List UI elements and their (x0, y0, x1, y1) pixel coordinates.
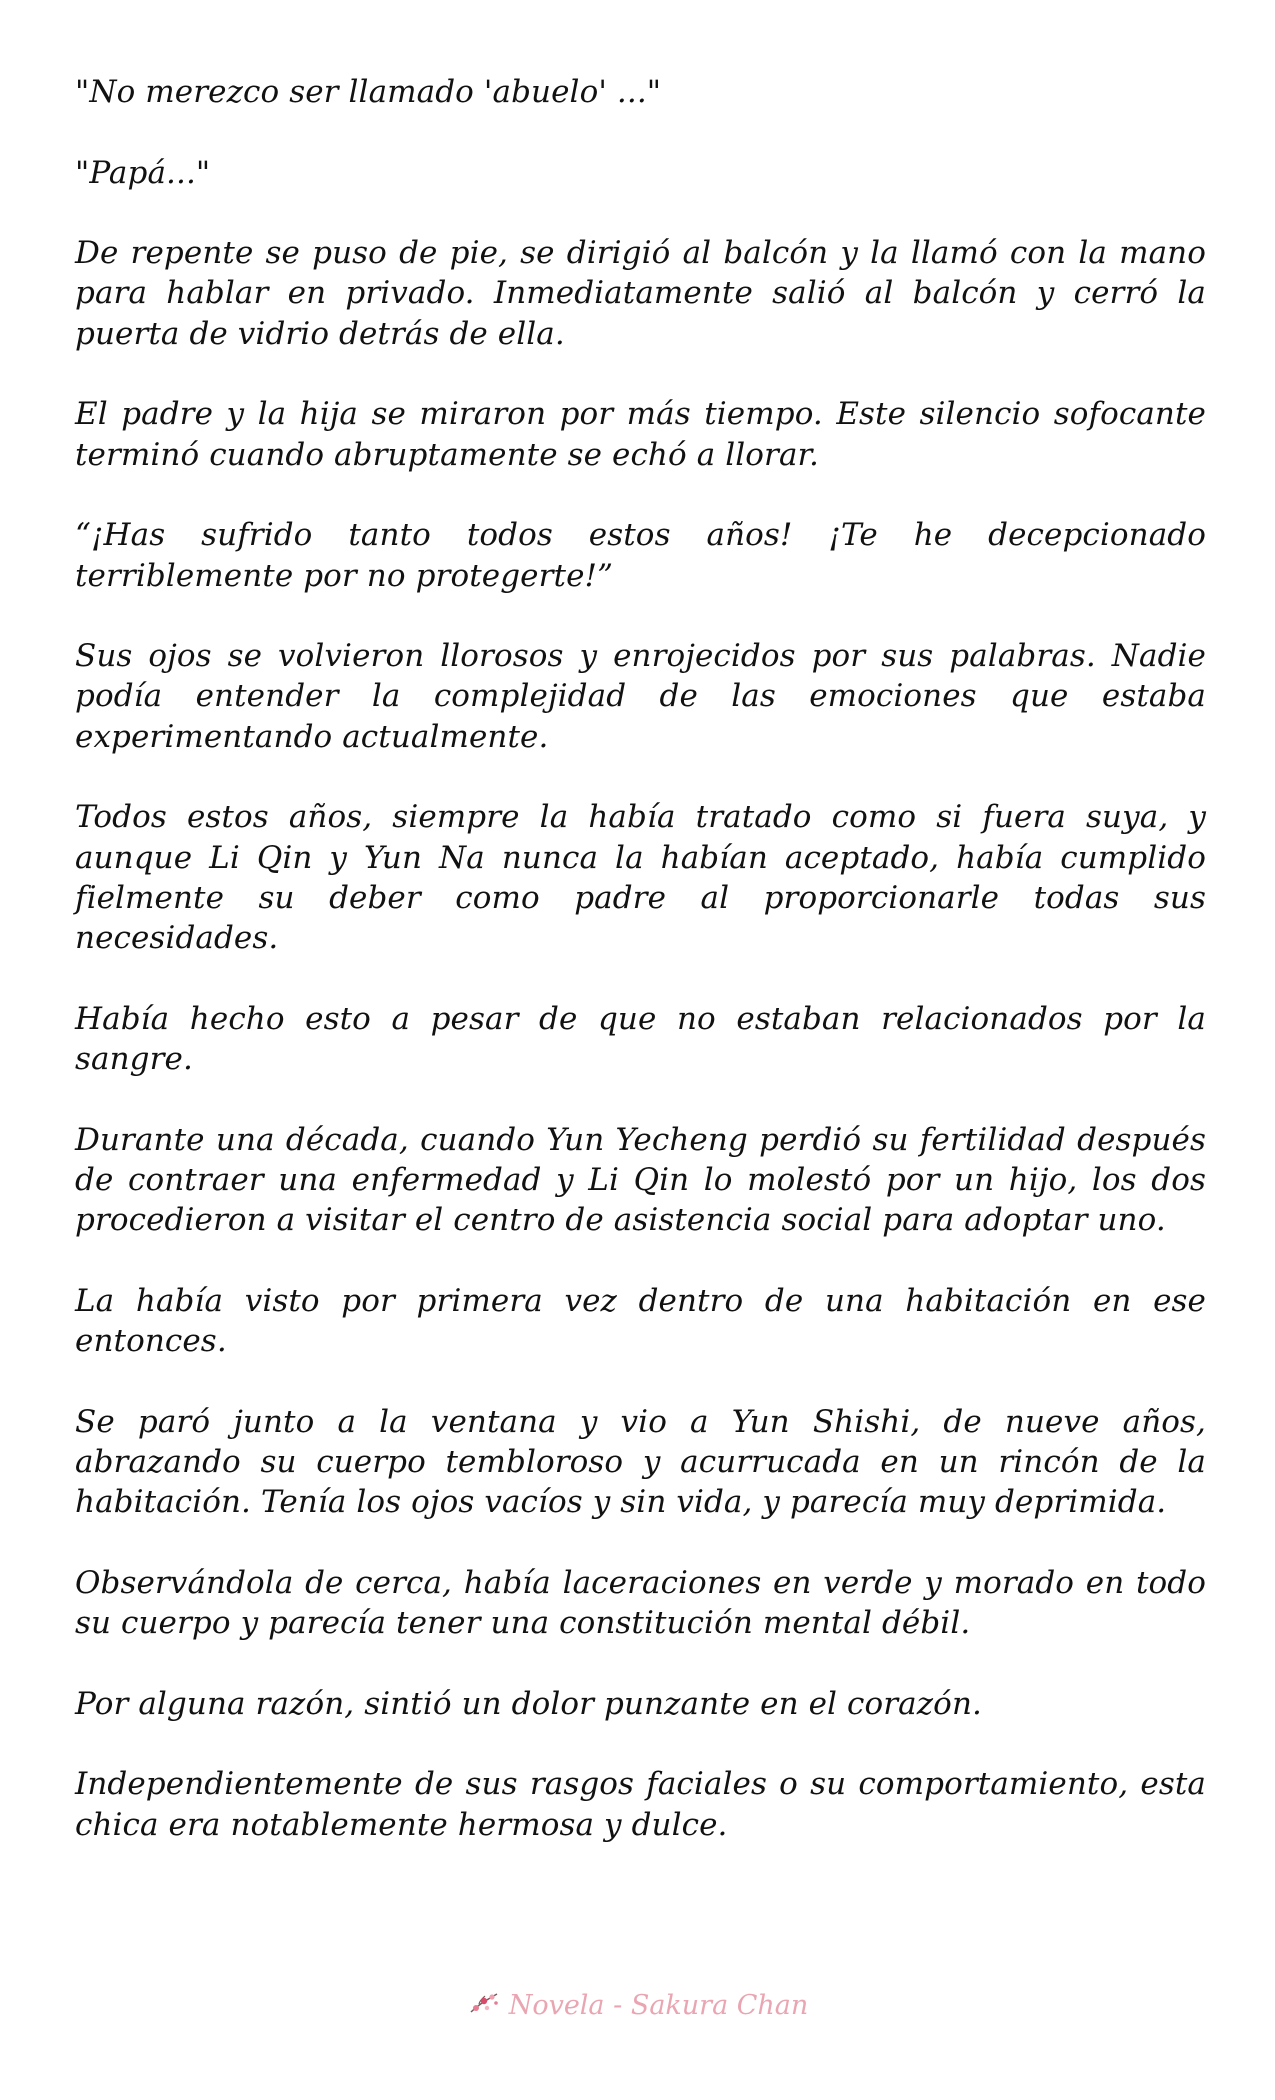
cherry-blossom-icon (467, 1988, 501, 2018)
paragraph: "No merezco ser llamado 'abuelo' ..." (75, 74, 662, 110)
paragraph: Todos estos años, siempre la había tratado como si fuera suya, y aunque Li Qin y Yun Na nunca la habían aceptado, había cumplido fielmente su deber como padre al proporcionarle todas sus necesidades. (75, 799, 1206, 957)
watermark-text: Novela - Sakura Chan (508, 1990, 809, 2021)
paragraph: Durante una década, cuando Yun Yecheng perdió su fertilidad después de contraer una enfermedad y Li Qin lo molestó por un hijo, los dos procedieron a visitar el centro de asistencia social para adoptar uno. (75, 1121, 1206, 1239)
paragraph: Se paró junto a la ventana y vio a Yun Shishi, de nueve años, abrazando su cuerpo tembloroso y acurrucada en un rincón de la habitación. Tenía los ojos vacíos y sin vida, y parecía muy deprimida. (75, 1403, 1206, 1521)
paragraph: Había hecho esto a pesar de que no estaban relacionados por la sangre. (75, 1000, 1206, 1078)
paragraph: "Papá..." (75, 154, 211, 191)
paragraph: Por alguna razón, sintió un dolor punzante en el corazón. (75, 1685, 982, 1722)
paragraph: “¡Has sufrido tanto todos estos años! ¡Te he decepcionado terriblemente por no protegerte!” (75, 517, 1206, 594)
paragraph: El padre y la hija se miraron por más tiempo. Este silencio sofocante terminó cuando abruptamente se echó a llorar. (75, 396, 1206, 473)
paragraph: Observándola de cerca, había laceraciones en verde y morado en todo su cuerpo y parecía tener una constitución mental débil. (75, 1564, 1206, 1642)
footer-watermark (0, 1988, 1275, 2021)
paragraph: Sus ojos se volvieron llorosos y enrojecidos por sus palabras. Nadie podía entender la complejidad de las emociones que estaba experimentando actualmente. (75, 638, 1206, 755)
paragraph: Independientemente de sus rasgos faciales o su comportamiento, esta chica era notablemente hermosa y dulce. (75, 1766, 1206, 1843)
document-body (75, 72, 1206, 1885)
paragraph: De repente se puso de pie, se dirigió al balcón y la llamó con la mano para hablar en privado. Inmediatamente salió al balcón y cerró la puerta de vidrio detrás de ella. (75, 235, 1206, 352)
paragraph: La había visto por primera vez dentro de una habitación en ese entonces. (75, 1282, 1206, 1360)
